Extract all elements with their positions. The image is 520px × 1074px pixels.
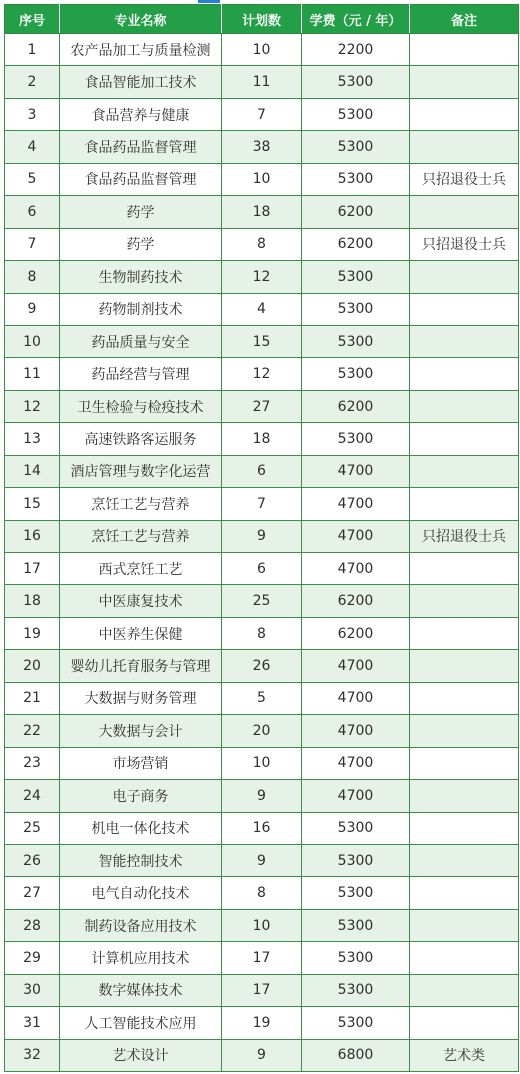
cell-remarks [410, 293, 519, 325]
cell-serial-number: 1 [5, 34, 60, 66]
cell-serial-number: 31 [5, 1007, 60, 1039]
cell-remarks: 艺术类 [410, 1039, 519, 1071]
table-row [5, 877, 519, 909]
table-header [5, 5, 519, 34]
cell-major-name: 药学 [60, 228, 222, 260]
cell-tuition: 5300 [302, 812, 410, 844]
cell-serial-number: 22 [5, 715, 60, 747]
table-row [5, 1007, 519, 1039]
cell-major-name: 烹饪工艺与营养 [60, 488, 222, 520]
cell-serial-number: 18 [5, 585, 60, 617]
cell-plan-count: 8 [222, 228, 302, 260]
cell-major-name: 药物制剂技术 [60, 293, 222, 325]
table-row [5, 715, 519, 747]
table-row [5, 520, 519, 552]
cell-tuition: 6200 [302, 196, 410, 228]
cell-major-name: 智能控制技术 [60, 844, 222, 876]
cell-remarks [410, 585, 519, 617]
table-row [5, 455, 519, 487]
table-row [5, 131, 519, 163]
cell-plan-count: 25 [222, 585, 302, 617]
cell-major-name: 人工智能技术应用 [60, 1007, 222, 1039]
cell-tuition: 4700 [302, 488, 410, 520]
cell-major-name: 食品药品监督管理 [60, 131, 222, 163]
cell-remarks: 只招退役士兵 [410, 163, 519, 195]
cell-plan-count: 15 [222, 325, 302, 357]
cell-plan-count: 9 [222, 520, 302, 552]
table-row [5, 293, 519, 325]
table-row [5, 1039, 519, 1071]
cell-remarks [410, 488, 519, 520]
cell-remarks [410, 877, 519, 909]
cell-serial-number: 15 [5, 488, 60, 520]
cell-major-name: 制药设备应用技术 [60, 909, 222, 941]
table-row [5, 34, 519, 66]
header-plan-count: 计划数 [222, 5, 302, 34]
cell-remarks [410, 358, 519, 390]
cell-major-name: 药学 [60, 196, 222, 228]
cell-tuition: 6200 [302, 617, 410, 649]
cell-tuition: 6200 [302, 390, 410, 422]
cell-tuition: 5300 [302, 974, 410, 1006]
cell-serial-number: 19 [5, 617, 60, 649]
cell-remarks [410, 261, 519, 293]
cell-plan-count: 11 [222, 66, 302, 98]
cell-major-name: 酒店管理与数字化运营 [60, 455, 222, 487]
cell-major-name: 生物制药技术 [60, 261, 222, 293]
cell-remarks [410, 553, 519, 585]
cell-plan-count: 8 [222, 877, 302, 909]
cell-serial-number: 13 [5, 423, 60, 455]
cell-remarks [410, 974, 519, 1006]
cell-remarks [410, 844, 519, 876]
cell-major-name: 西式烹饪工艺 [60, 553, 222, 585]
table-row [5, 747, 519, 779]
cell-tuition: 4700 [302, 682, 410, 714]
cell-tuition: 4700 [302, 650, 410, 682]
cell-tuition: 5300 [302, 423, 410, 455]
table-row [5, 423, 519, 455]
cell-serial-number: 27 [5, 877, 60, 909]
cell-serial-number: 21 [5, 682, 60, 714]
cell-serial-number: 30 [5, 974, 60, 1006]
cell-serial-number: 25 [5, 812, 60, 844]
cell-remarks [410, 196, 519, 228]
cell-serial-number: 16 [5, 520, 60, 552]
table-row [5, 682, 519, 714]
cell-plan-count: 20 [222, 715, 302, 747]
cell-remarks [410, 423, 519, 455]
cell-serial-number: 2 [5, 66, 60, 98]
cell-plan-count: 6 [222, 455, 302, 487]
cell-remarks [410, 617, 519, 649]
cell-major-name: 电子商务 [60, 780, 222, 812]
cell-remarks: 只招退役士兵 [410, 520, 519, 552]
cell-remarks [410, 650, 519, 682]
table-row [5, 325, 519, 357]
header-row [5, 5, 519, 34]
cell-major-name: 婴幼儿托育服务与管理 [60, 650, 222, 682]
cell-tuition: 5300 [302, 1007, 410, 1039]
cell-remarks [410, 131, 519, 163]
cell-plan-count: 10 [222, 909, 302, 941]
table-row [5, 163, 519, 195]
table-row [5, 358, 519, 390]
cell-serial-number: 29 [5, 942, 60, 974]
table-row [5, 98, 519, 130]
table-row [5, 617, 519, 649]
cell-major-name: 食品智能加工技术 [60, 66, 222, 98]
cell-serial-number: 11 [5, 358, 60, 390]
cell-tuition: 4700 [302, 455, 410, 487]
cell-tuition: 5300 [302, 163, 410, 195]
table-body [5, 34, 519, 1072]
cell-major-name: 大数据与财务管理 [60, 682, 222, 714]
header-tuition: 学费（元 / 年） [302, 5, 410, 34]
cell-plan-count: 4 [222, 293, 302, 325]
enrollment-plan-table [4, 4, 519, 1072]
cell-serial-number: 23 [5, 747, 60, 779]
cell-serial-number: 20 [5, 650, 60, 682]
cell-plan-count: 7 [222, 488, 302, 520]
cell-plan-count: 9 [222, 780, 302, 812]
cell-major-name: 电气自动化技术 [60, 877, 222, 909]
cell-serial-number: 17 [5, 553, 60, 585]
cell-plan-count: 12 [222, 358, 302, 390]
table-row [5, 909, 519, 941]
cell-tuition: 5300 [302, 66, 410, 98]
cell-plan-count: 10 [222, 34, 302, 66]
table-row [5, 390, 519, 422]
cell-serial-number: 32 [5, 1039, 60, 1071]
table-row [5, 974, 519, 1006]
cell-plan-count: 18 [222, 423, 302, 455]
cell-major-name: 机电一体化技术 [60, 812, 222, 844]
cell-plan-count: 8 [222, 617, 302, 649]
cell-plan-count: 18 [222, 196, 302, 228]
table-row [5, 942, 519, 974]
header-major-name: 专业名称 [60, 5, 222, 34]
cell-serial-number: 3 [5, 98, 60, 130]
table-row [5, 844, 519, 876]
cell-plan-count: 38 [222, 131, 302, 163]
cell-major-name: 市场营销 [60, 747, 222, 779]
table-row [5, 488, 519, 520]
cell-plan-count: 16 [222, 812, 302, 844]
cell-serial-number: 28 [5, 909, 60, 941]
table-row [5, 585, 519, 617]
cell-plan-count: 9 [222, 844, 302, 876]
header-remarks: 备注 [410, 5, 519, 34]
cell-plan-count: 6 [222, 553, 302, 585]
cell-tuition: 5300 [302, 131, 410, 163]
cell-serial-number: 10 [5, 325, 60, 357]
cell-major-name: 数字媒体技术 [60, 974, 222, 1006]
cell-remarks [410, 780, 519, 812]
cell-plan-count: 5 [222, 682, 302, 714]
cell-tuition: 6200 [302, 585, 410, 617]
cell-major-name: 高速铁路客运服务 [60, 423, 222, 455]
cell-major-name: 食品药品监督管理 [60, 163, 222, 195]
cell-serial-number: 5 [5, 163, 60, 195]
cell-plan-count: 7 [222, 98, 302, 130]
top-accent-bar [198, 0, 220, 3]
cell-remarks [410, 909, 519, 941]
cell-tuition: 5300 [302, 98, 410, 130]
cell-remarks [410, 942, 519, 974]
cell-major-name: 大数据与会计 [60, 715, 222, 747]
table-row [5, 261, 519, 293]
cell-tuition: 4700 [302, 747, 410, 779]
cell-tuition: 5300 [302, 877, 410, 909]
cell-remarks [410, 682, 519, 714]
cell-tuition: 5300 [302, 293, 410, 325]
table-row [5, 196, 519, 228]
cell-tuition: 4700 [302, 553, 410, 585]
cell-tuition: 6800 [302, 1039, 410, 1071]
cell-tuition: 5300 [302, 325, 410, 357]
cell-remarks [410, 325, 519, 357]
cell-tuition: 4700 [302, 780, 410, 812]
cell-serial-number: 24 [5, 780, 60, 812]
cell-tuition: 5300 [302, 909, 410, 941]
cell-major-name: 食品营养与健康 [60, 98, 222, 130]
cell-remarks [410, 66, 519, 98]
cell-plan-count: 26 [222, 650, 302, 682]
cell-plan-count: 19 [222, 1007, 302, 1039]
cell-serial-number: 26 [5, 844, 60, 876]
cell-serial-number: 8 [5, 261, 60, 293]
cell-tuition: 5300 [302, 844, 410, 876]
cell-serial-number: 6 [5, 196, 60, 228]
cell-major-name: 艺术设计 [60, 1039, 222, 1071]
cell-major-name: 中医康复技术 [60, 585, 222, 617]
cell-serial-number: 9 [5, 293, 60, 325]
cell-remarks [410, 455, 519, 487]
cell-remarks [410, 747, 519, 779]
header-serial-number: 序号 [5, 5, 60, 34]
cell-plan-count: 12 [222, 261, 302, 293]
cell-major-name: 农产品加工与质量检测 [60, 34, 222, 66]
cell-plan-count: 17 [222, 974, 302, 1006]
cell-remarks [410, 34, 519, 66]
cell-plan-count: 10 [222, 747, 302, 779]
cell-major-name: 计算机应用技术 [60, 942, 222, 974]
cell-serial-number: 7 [5, 228, 60, 260]
cell-plan-count: 27 [222, 390, 302, 422]
cell-serial-number: 4 [5, 131, 60, 163]
cell-major-name: 中医养生保健 [60, 617, 222, 649]
cell-remarks [410, 98, 519, 130]
cell-remarks [410, 812, 519, 844]
cell-major-name: 药品质量与安全 [60, 325, 222, 357]
cell-serial-number: 12 [5, 390, 60, 422]
cell-serial-number: 14 [5, 455, 60, 487]
cell-remarks [410, 715, 519, 747]
cell-plan-count: 9 [222, 1039, 302, 1071]
table-row [5, 780, 519, 812]
cell-tuition: 5300 [302, 942, 410, 974]
cell-major-name: 卫生检验与检疫技术 [60, 390, 222, 422]
cell-tuition: 4700 [302, 715, 410, 747]
cell-remarks [410, 390, 519, 422]
table-row [5, 650, 519, 682]
cell-tuition: 4700 [302, 520, 410, 552]
table-row [5, 228, 519, 260]
cell-remarks [410, 1007, 519, 1039]
cell-plan-count: 17 [222, 942, 302, 974]
cell-tuition: 6200 [302, 228, 410, 260]
cell-tuition: 5300 [302, 261, 410, 293]
table-row [5, 66, 519, 98]
cell-remarks: 只招退役士兵 [410, 228, 519, 260]
cell-tuition: 2200 [302, 34, 410, 66]
cell-plan-count: 10 [222, 163, 302, 195]
cell-tuition: 5300 [302, 358, 410, 390]
cell-major-name: 药品经营与管理 [60, 358, 222, 390]
table-row [5, 812, 519, 844]
table-row [5, 553, 519, 585]
cell-major-name: 烹饪工艺与营养 [60, 520, 222, 552]
